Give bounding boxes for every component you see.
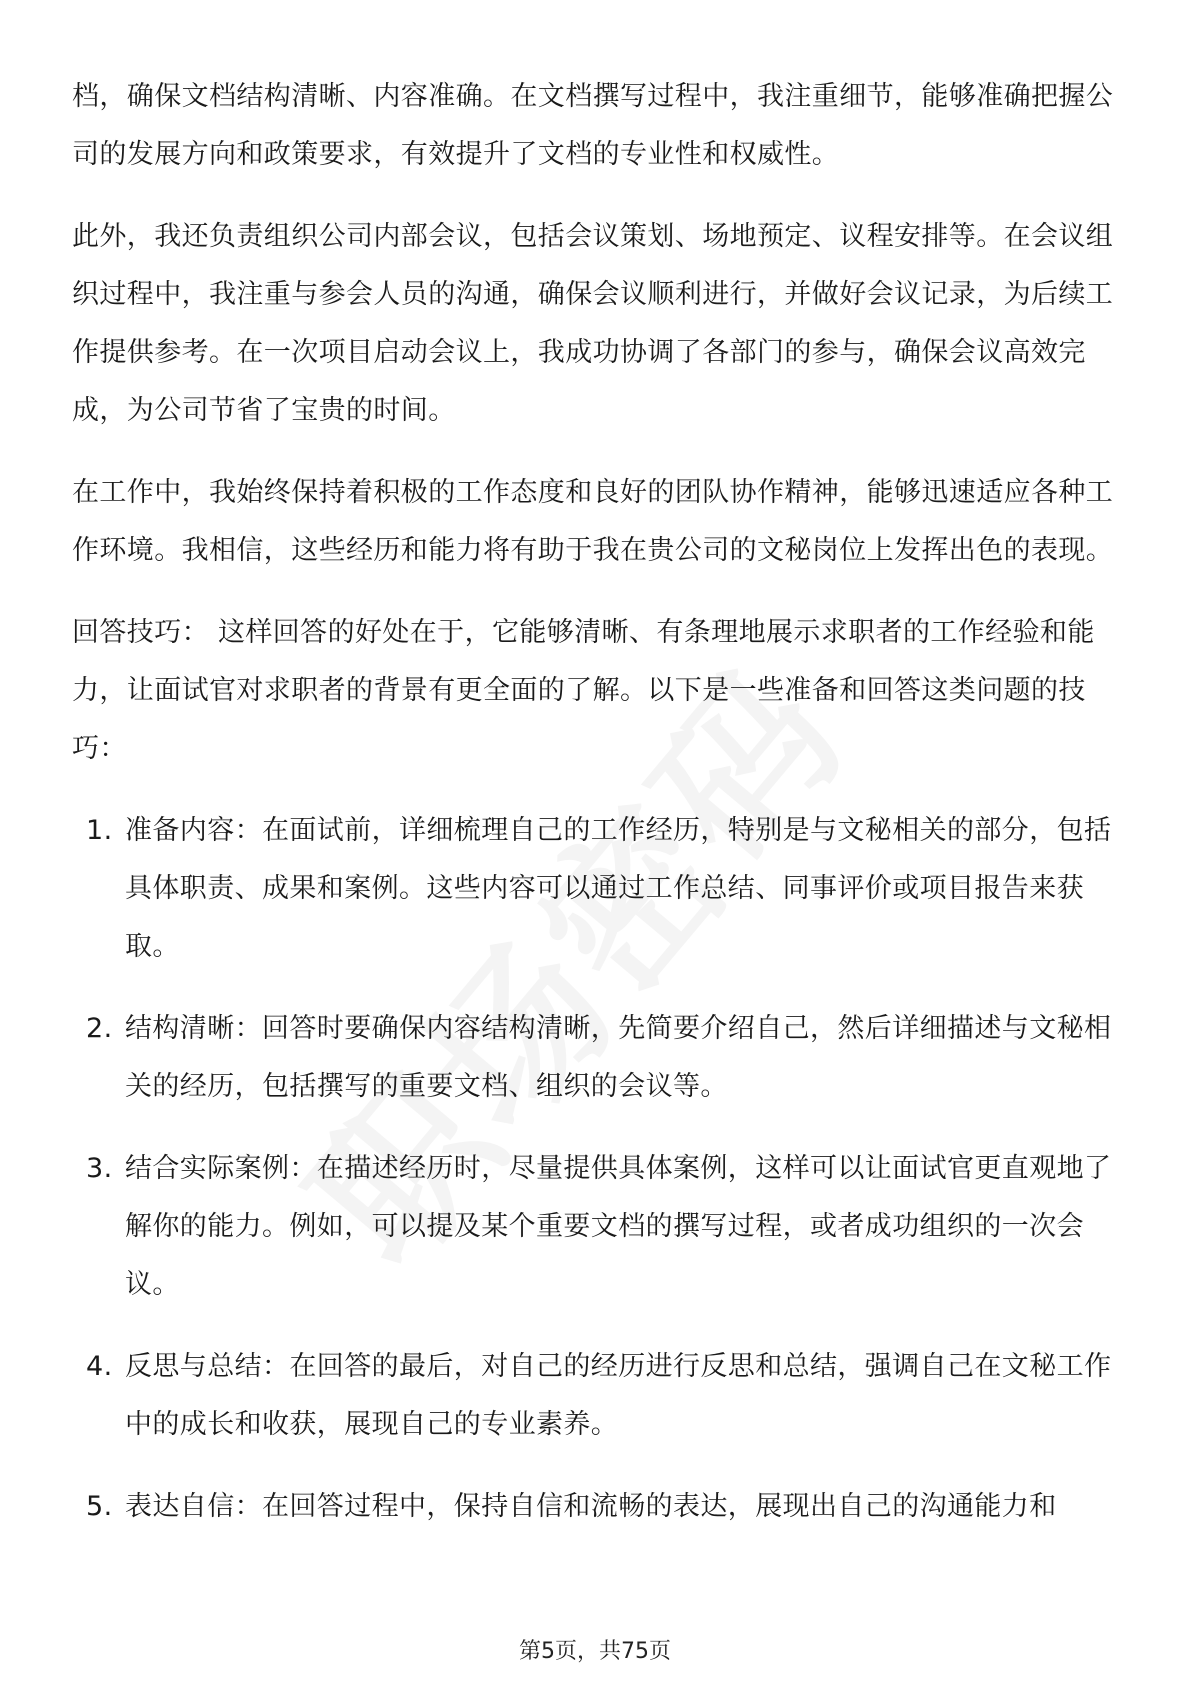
tips-list: [72, 802, 1122, 1536]
page-footer: 第5页，共75页: [519, 1639, 671, 1664]
list-item-text: 表达自信：在回答过程中，保持自信和流畅的表达，展现出自己的沟通能力和: [125, 1491, 1057, 1522]
paragraph-3: 在工作中，我始终保持着积极的工作态度和良好的团队协作精神，能够迅速适应各种工作环境。我相信，这些经历和能力将有助于我在贵公司的文秘岗位上发挥出色的表现。: [72, 477, 1114, 566]
list-item: [72, 1140, 1122, 1314]
list-item-text: 结构清晰：回答时要确保内容结构清晰，先简要介绍自己，然后详细描述与文秘相关的经历，包括撰写的重要文档、组织的会议等。: [125, 1013, 1112, 1102]
paragraph-1: 档，确保文档结构清晰、内容准确。在文档撰写过程中，我注重细节，能够准确把握公司的发展方向和政策要求，有效提升了文档的专业性和权威性。: [72, 81, 1114, 170]
list-item-number: 5.: [86, 1491, 113, 1522]
list-item: [72, 802, 1122, 976]
list-item-number: 3.: [86, 1153, 113, 1184]
paragraph-4: 回答技巧： 这样回答的好处在于，它能够清晰、有条理地展示求职者的工作经验和能力，让面试官对求职者的背景有更全面的了解。以下是一些准备和回答这类问题的技巧：: [72, 617, 1095, 764]
list-item-text: 反思与总结：在回答的最后，对自己的经历进行反思和总结，强调自己在文秘工作中的成长和收获，展现自己的专业素养。: [125, 1351, 1112, 1440]
page-content: [72, 68, 1122, 1560]
paragraph-2: 此外，我还负责组织公司内部会议，包括会议策划、场地预定、议程安排等。在会议组织过程中，我注重与参会人员的沟通，确保会议顺利进行，并做好会议记录，为后续工作提供参考。在一次项目启动会议上，我成功协调了各部门的参与，确保会议高效完成，为公司节省了宝贵的时间。: [72, 221, 1114, 426]
list-item-text: 结合实际案例：在描述经历时，尽量提供具体案例，这样可以让面试官更直观地了解你的能力。例如，可以提及某个重要文档的撰写过程，或者成功组织的一次会议。: [125, 1153, 1112, 1300]
list-item-number: 1.: [86, 815, 113, 846]
list-item: [72, 1000, 1122, 1116]
list-item: [72, 1338, 1122, 1454]
list-item-text: 准备内容：在面试前，详细梳理自己的工作经历，特别是与文秘相关的部分，包括具体职责、成果和案例。这些内容可以通过工作总结、同事评价或项目报告来获取。: [125, 815, 1112, 962]
list-item-number: 2.: [86, 1013, 113, 1044]
list-item-number: 4.: [86, 1351, 113, 1382]
list-item: [72, 1478, 1122, 1536]
